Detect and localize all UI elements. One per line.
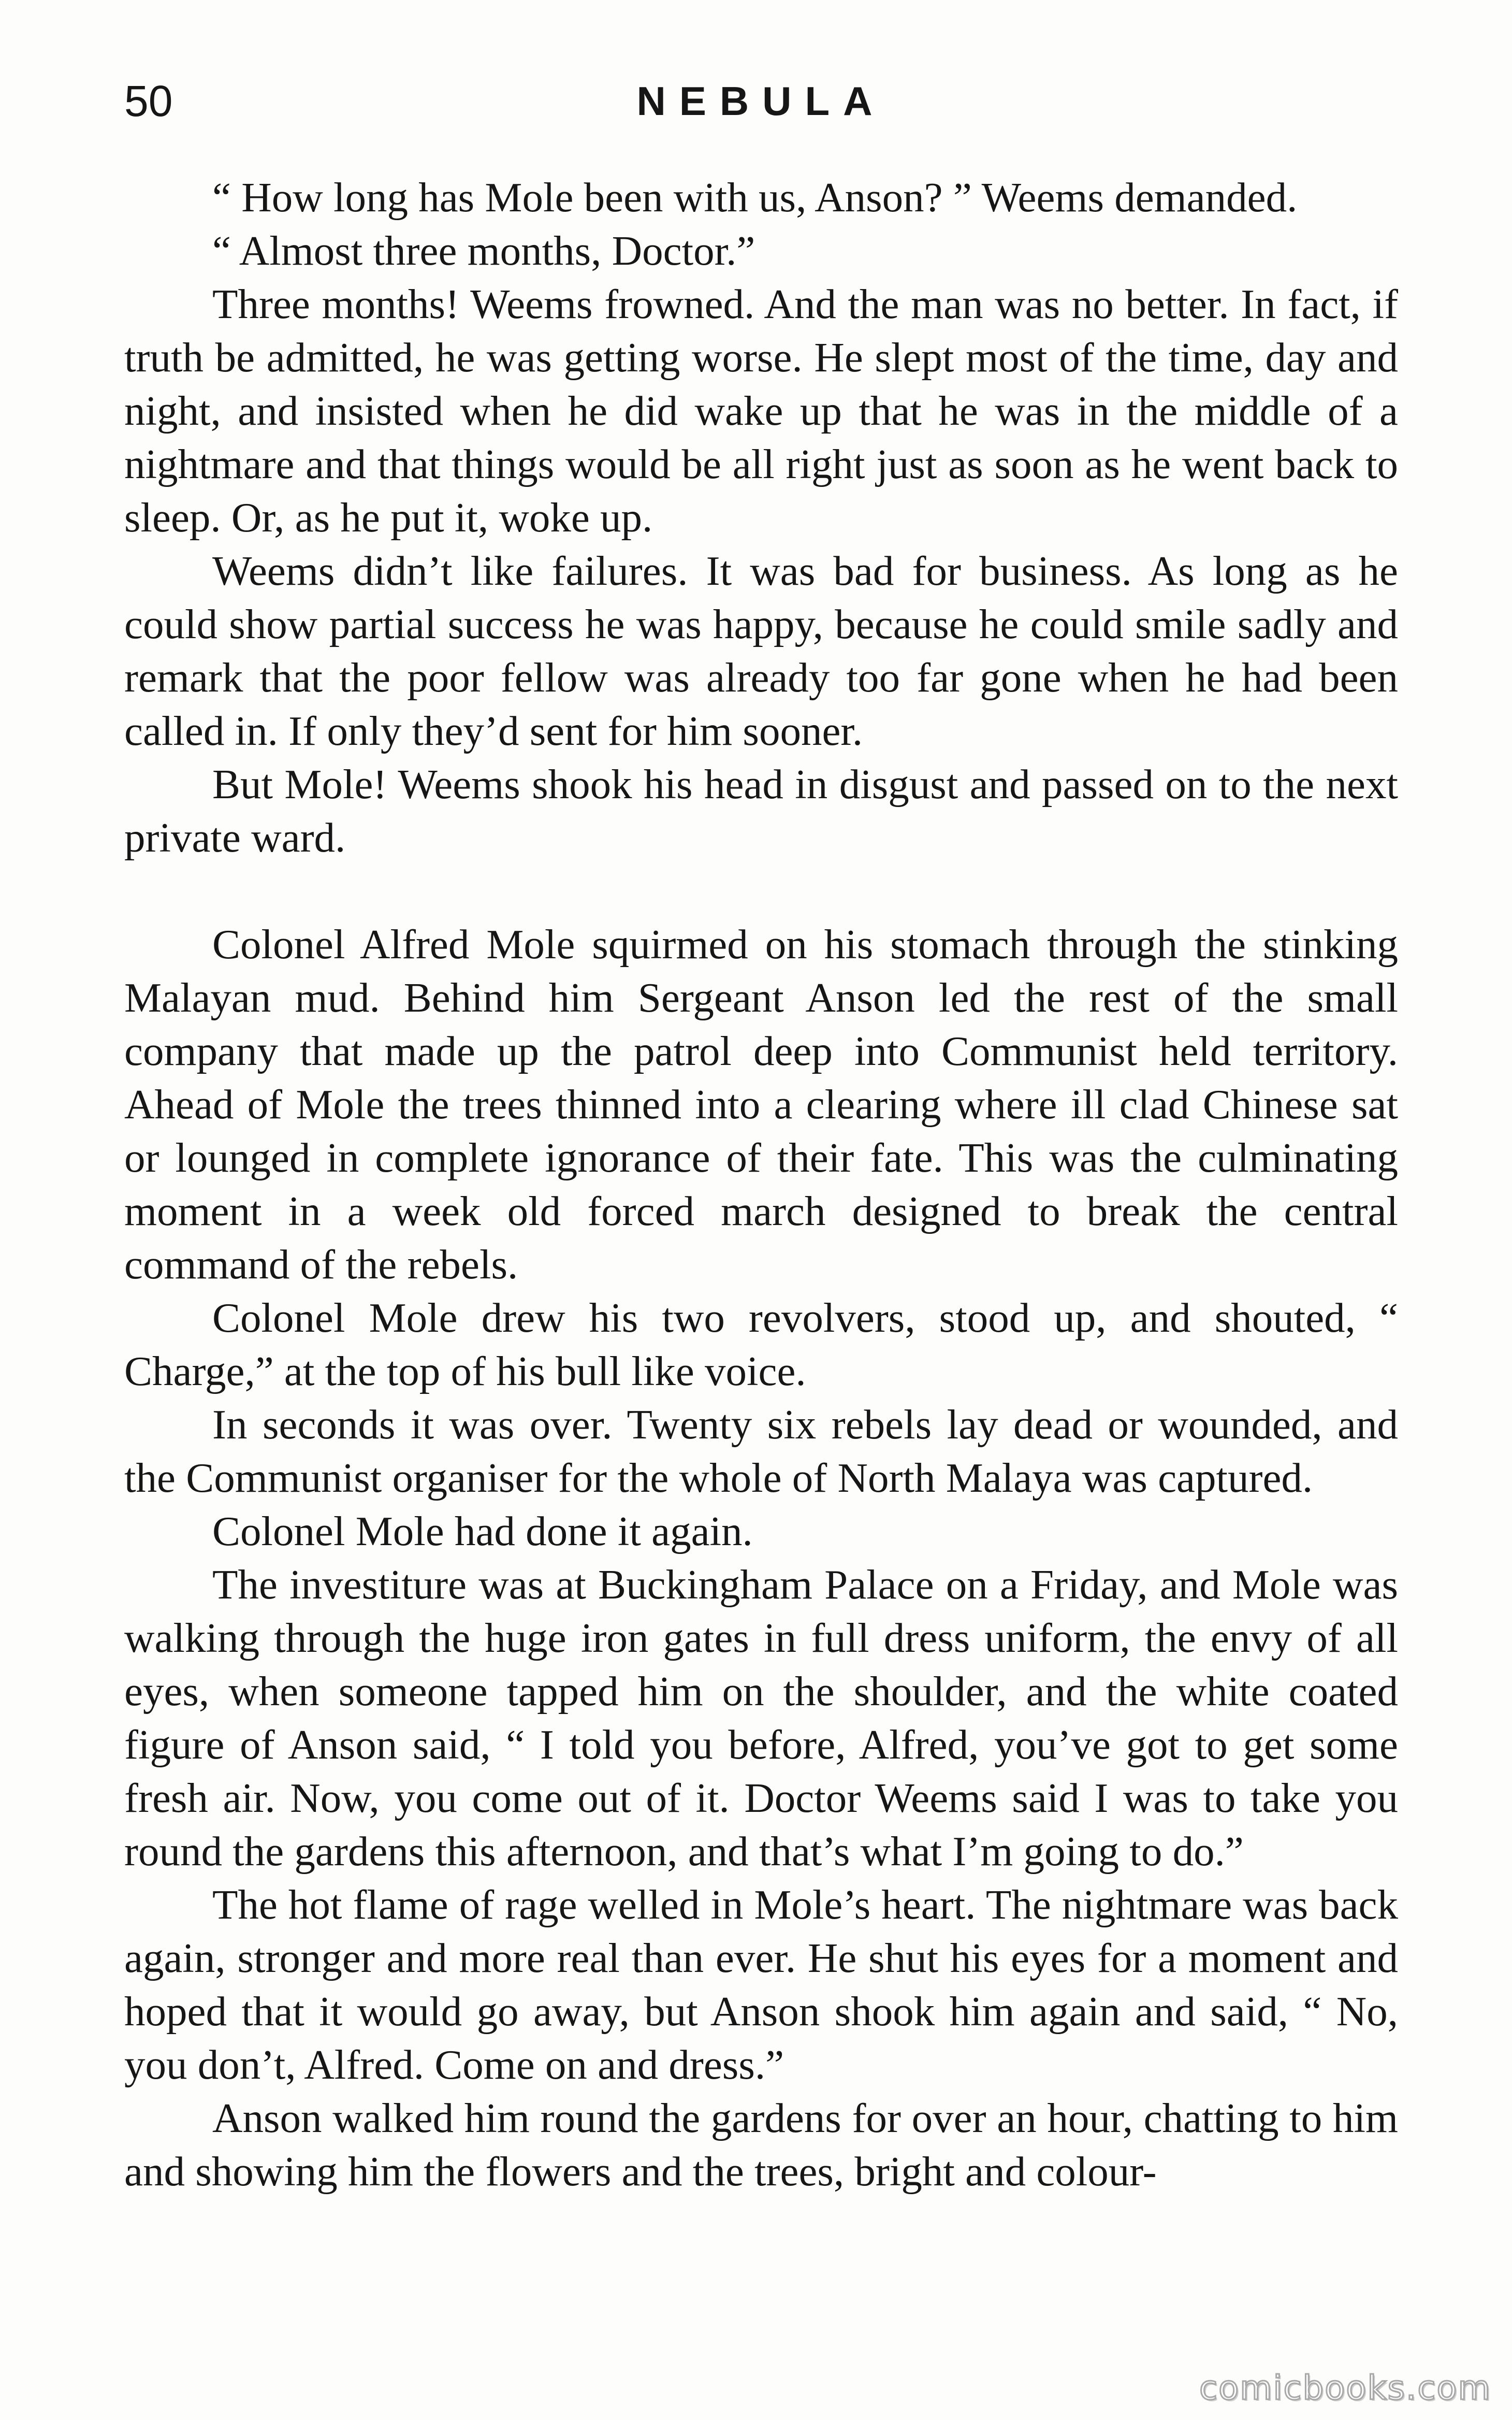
paragraph: Colonel Mole drew his two revolvers, stood up, and shouted, “ Charge,” at the top of his bull like voice.	[124, 1294, 1398, 1394]
paragraph: The hot flame of rage welled in Mole’s heart. The nightmare was back again, stronger and more real than ever. He shut his eyes for a moment and hoped that it would go away, but Anson shook him again and said, “ No, you don’t, Alfred. Come on and dress.”	[124, 1881, 1398, 2088]
watermark: comicbooks.com	[1199, 2369, 1491, 2408]
paragraph: Anson walked him round the gardens for over an hour, chatting to him and showing him the flowers and the trees, bright and colour-	[124, 2095, 1398, 2195]
paragraph: Colonel Alfred Mole squirmed on his stomach through the stinking Malayan mud. Behind him Sergeant Anson led the rest of the small company that made up the patrol deep into Communist held territory. Ahead of Mole the trees thinned into a clearing where ill clad Chinese sat or lounged in complete ignorance of their fate. This was the culminating moment in a week old forced march designed to break the central command of the rebels.	[124, 921, 1398, 1288]
paragraph: But Mole! Weems shook his head in disgust and passed on to the next private ward.	[124, 761, 1398, 861]
paragraph: Colonel Mole had done it again.	[212, 1508, 753, 1554]
section-break	[124, 865, 1398, 918]
paragraph: The investiture was at Buckingham Palace on a Friday, and Mole was walking through the huge iron gates in full dress uniform, the envy of all eyes, when someone tapped him on the shoulder, and the white coated figure of Anson said, “ I told you before, Alfred, you’ve got to get some fresh air. Now, you come out of it. Doctor Weems said I was to take you round the gardens this afternoon, and that’s what I’m going to do.”	[124, 1561, 1398, 1875]
page-header	[124, 73, 1398, 129]
page-number: 50	[124, 77, 173, 125]
paragraph: Weems didn’t like failures. It was bad for business. As long as he could show partial success he was happy, because he could smile sadly and remark that the poor fellow was already too far gone when he had been called in. If only they’d sent for him sooner.	[124, 548, 1398, 754]
paragraph: “ Almost three months, Doctor.”	[212, 227, 755, 274]
paragraph: Three months! Weems frowned. And the man was no better. In fact, if truth be admitted, he was getting worse. He slept most of the time, day and night, and insisted when he did wake up that he was in the middle of a nightmare and that things would be all right just as soon as he went back to sleep. Or, as he put it, woke up.	[124, 281, 1398, 541]
paragraph: “ How long has Mole been with us, Anson? ” Weems demanded.	[212, 174, 1298, 221]
story-text	[124, 171, 1398, 2198]
paragraph: In seconds it was over. Twenty six rebels lay dead or wounded, and the Communist organiser for the whole of North Malaya was captured.	[124, 1401, 1398, 1501]
running-head: NEBULA	[636, 78, 886, 124]
